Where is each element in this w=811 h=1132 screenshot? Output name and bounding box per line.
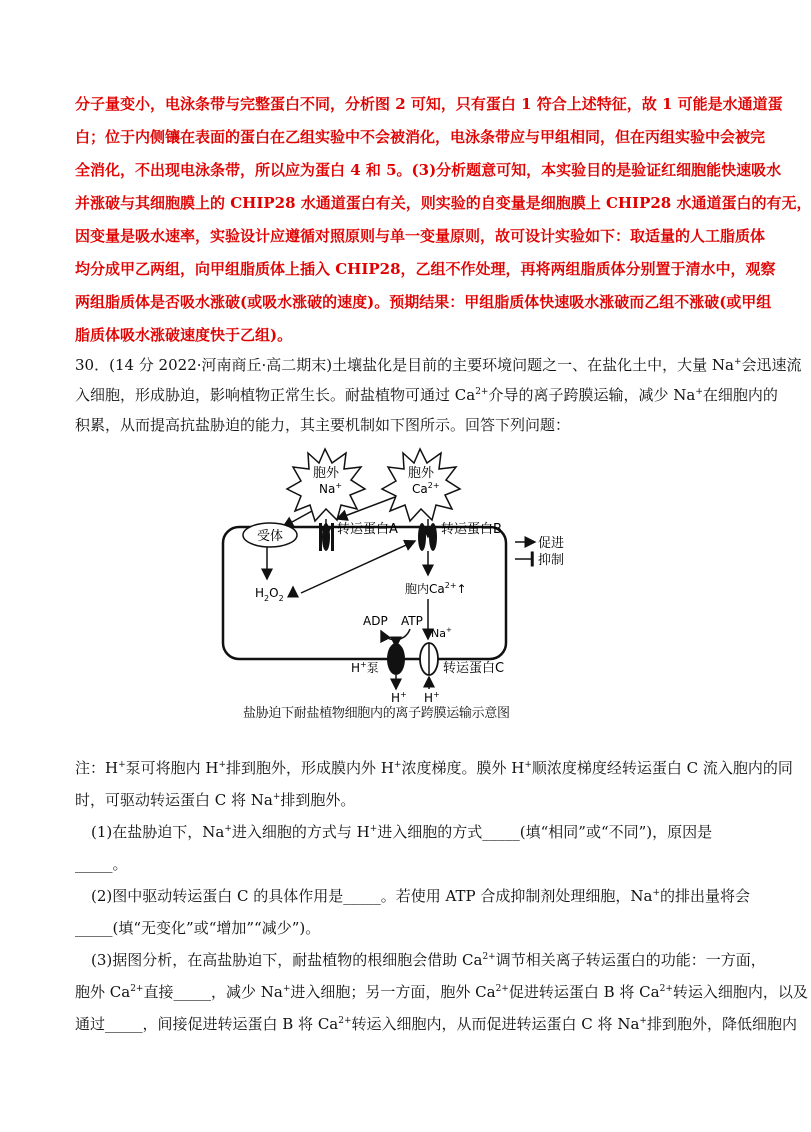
answer-line: 因变量是吸水速率，实验设计应遵循对照原则与单一变量原则，故可设计实验如下：取适量的人工脂质体 (75, 227, 766, 245)
h2o2-label: $H_2O_2$ (255, 586, 284, 603)
figure-caption: 盐胁迫下耐盐植物细胞内的离子跨膜运输示意图 (243, 706, 510, 721)
adp-label: ADP (363, 614, 388, 628)
legend-promote: 促进 (538, 536, 565, 551)
atp-label: ATP (401, 614, 423, 628)
note-line: 注：H+泵可将胞内 H+排到胞外，形成膜内外 H+浓度梯度。膜外 H+顺浓度梯度经转运蛋白 C 流入胞内的同 (75, 759, 793, 777)
sub-question-3: (3)据图分析，在高盐胁迫下，耐盐植物的根细胞会借助 $Ca^{2+}$调节相关离子转运蛋白的功能：一方面， (91, 951, 766, 969)
legend-inhibit: 抑制 (538, 553, 565, 568)
sub-question-3-cont2: 通过_____，间接促进转运蛋白 B 将 $Ca^{2+}$转运入细胞内，从而促进转运蛋白 C 将 Na+排到胞外，降低细胞内 (75, 1015, 797, 1033)
receptor-label: 受体 (257, 529, 284, 544)
h-pump (387, 643, 405, 675)
sub-question-2: (2)图中驱动转运蛋白 C 的具体作用是_____。若使用 ATP 合成抑制剂处理细胞，Na+的排出量将会 (91, 887, 751, 905)
question-line: 入细胞，形成胁迫，影响植物正常生长。耐盐植物可通过 $Ca^{2+}$介导的离子跨膜运输，减少 Na+在细胞内的 (75, 386, 778, 404)
transporter-a-channel (319, 523, 334, 551)
question-30-stem (75, 350, 802, 440)
sub-question-1-cont: _____。 (75, 855, 128, 873)
question-line: 30．(14 分 2022·河南商丘·高二期末)土壤盐化是目前的主要环境问题之一、在盐化土中，大量 Na+会迅速流 (75, 356, 802, 374)
na-out-ion: Na+ (319, 481, 343, 496)
sub-question-2-cont: _____(填“无变化”或“增加”“减少”)。 (75, 919, 321, 937)
answer-line: 并涨破与其细胞膜上的 CHIP28 水通道蛋白有关，则实验的自变量是细胞膜上 CHIP28 水通道蛋白的有无， (75, 194, 811, 212)
sub-question-3-cont: 胞外 $Ca^{2+}$直接_____，减少 Na+进入细胞；另一方面，胞外 $Ca^{2+}$促进转运蛋白 B 将 $Ca^{2+}$转运入细胞内，以及 (75, 983, 808, 1001)
na-in-label: Na+ (431, 626, 452, 640)
answer-line: 均分成甲乙两组，向甲组脂质体上插入 CHIP28，乙组不作处理，再将两组脂质体分别置于清水中，观察 (75, 260, 776, 278)
answer-line: 两组脂质体是否吸水涨破(或吸水涨破的速度)。预期结果：甲组脂质体快速吸水涨破而乙组不涨破(或甲组 (75, 293, 772, 311)
ca-out-ion: $Ca^{2+}$ (412, 481, 440, 496)
note-line: 时，可驱动转运蛋白 C 将 Na+排到胞外。 (75, 791, 356, 809)
transporter-b-label: 转运蛋白B (441, 522, 502, 537)
h-pump-label: H+泵 (351, 660, 379, 675)
transporter-a-label: 转运蛋白A (337, 522, 398, 537)
answer-explanation (75, 88, 811, 352)
ca-out-label: 胞外 (408, 466, 435, 481)
na-out-label: 胞外 (313, 466, 340, 481)
question-body (75, 752, 808, 1040)
transporter-c-label: 转运蛋白C (443, 661, 505, 676)
answer-line: 全消化，不出现电泳条带，所以应为蛋白 4 和 5。(3)分析题意可知，本实验目的是验证红细胞能快速吸水 (75, 161, 782, 179)
answer-line: 脂质体吸水涨破速度快于乙组)。 (75, 326, 293, 344)
sub-question-1: (1)在盐胁迫下，Na+进入细胞的方式与 H+进入细胞的方式_____(填“相同”或“不同”)，原因是 (91, 823, 713, 841)
ca-in-label: 胞内$Ca^{2+}↑$ (405, 581, 467, 596)
question-line: 积累，从而提高抗盐胁迫的能力，其主要机制如下图所示。回答下列问题： (75, 416, 571, 434)
answer-line: 分子量变小，电泳条带与完整蛋白不同，分析图 2 可知，只有蛋白 1 符合上述特征，故 1 可能是水通道蛋 (75, 95, 783, 113)
ion-transport-diagram (215, 447, 565, 722)
transporter-c-channel (420, 643, 438, 675)
h-out-label-1: H+ (391, 690, 407, 705)
h-out-label-2: H+ (424, 690, 440, 705)
answer-line: 白；位于内侧镶在表面的蛋白在乙组实验中不会被消化，电泳条带应与甲组相同，但在丙组实验中会被完 (75, 128, 766, 146)
